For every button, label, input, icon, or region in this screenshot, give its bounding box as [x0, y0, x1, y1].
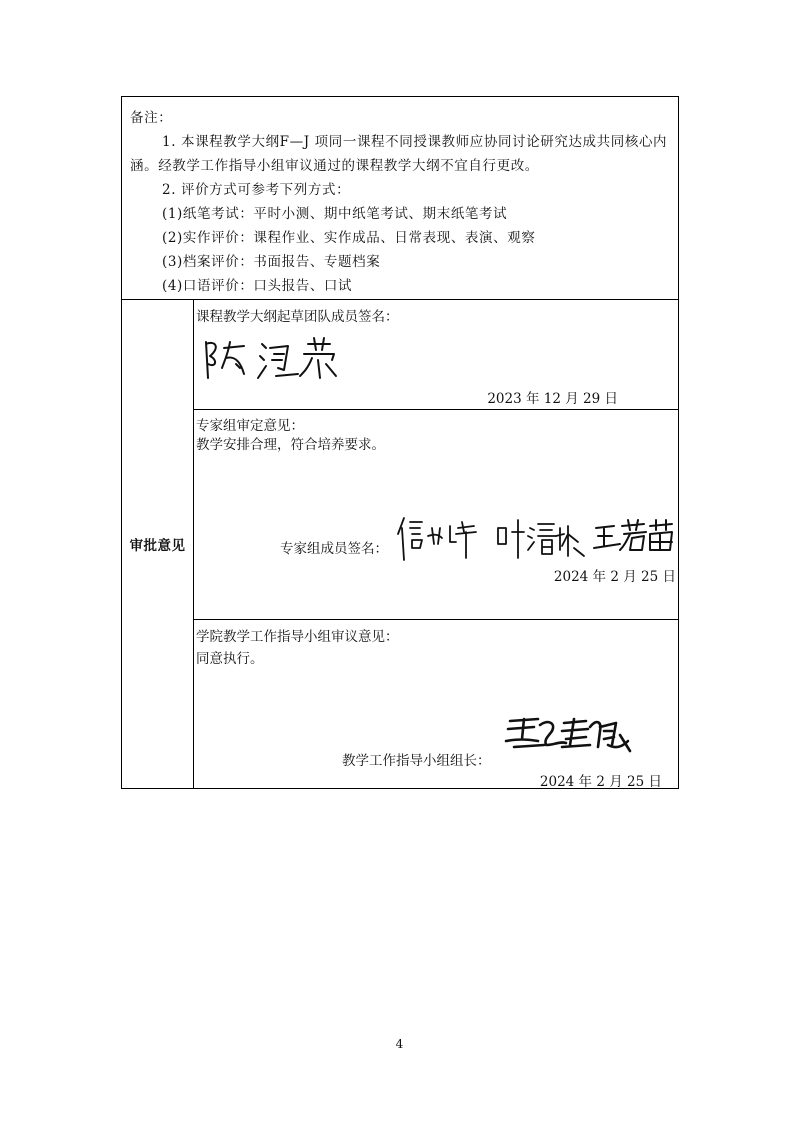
notes-item1-line1: 1. 本课程教学大纲F—J 项同一课程不同授课教师应协同讨论研究达成共同核心内	[162, 134, 668, 150]
evaluation-method: (4)口语评价：口头报告、口试	[162, 278, 353, 294]
college-group-date: 2024 年 2 月 25 日	[539, 774, 662, 790]
notes-heading: 备注：	[130, 110, 173, 126]
drafting-team-heading: 课程教学大纲起草团队成员签名：	[196, 309, 399, 325]
expert-group-cell	[194, 410, 678, 620]
expert-group-opinion: 教学安排合理，符合培养要求。	[196, 437, 385, 453]
group-leader-signature	[504, 715, 634, 757]
expert-group-heading: 专家组审定意见：	[196, 418, 304, 434]
drafting-team-cell	[194, 300, 678, 410]
expert-signature-label: 专家组成员签名：	[280, 541, 388, 557]
approval-table	[121, 96, 679, 789]
page-number: 4	[395, 1037, 404, 1051]
expert-signature-3	[592, 516, 676, 556]
notes-section	[122, 97, 678, 300]
notes-item1-line2: 涵。经教学工作指导小组审议通过的课程教学大纲不宜自行更改。	[130, 158, 539, 174]
evaluation-method: (1)纸笔考试：平时小测、期中纸笔考试、期末纸笔考试	[162, 206, 508, 222]
expert-group-date: 2024 年 2 月 25 日	[553, 569, 676, 585]
evaluation-method: (2)实作评价：课程作业、实作成品、日常表现、表演、观察	[162, 230, 536, 246]
evaluation-method: (3)档案评价：书面报告、专题档案	[162, 254, 381, 270]
drafting-team-date: 2023 年 12 月 29 日	[487, 391, 618, 407]
college-group-opinion: 同意执行。	[196, 651, 264, 667]
expert-signature-2	[494, 514, 586, 562]
group-leader-label: 教学工作指导小组组长：	[342, 753, 491, 769]
college-group-cell	[194, 620, 678, 788]
college-group-heading: 学院教学工作指导小组审议意见：	[196, 629, 399, 645]
drafting-team-signature	[200, 334, 350, 380]
expert-signature-1	[394, 514, 484, 562]
notes-item2-title: 2. 评价方式可参考下列方式：	[162, 182, 351, 198]
approval-label: 审批意见	[122, 300, 194, 788]
